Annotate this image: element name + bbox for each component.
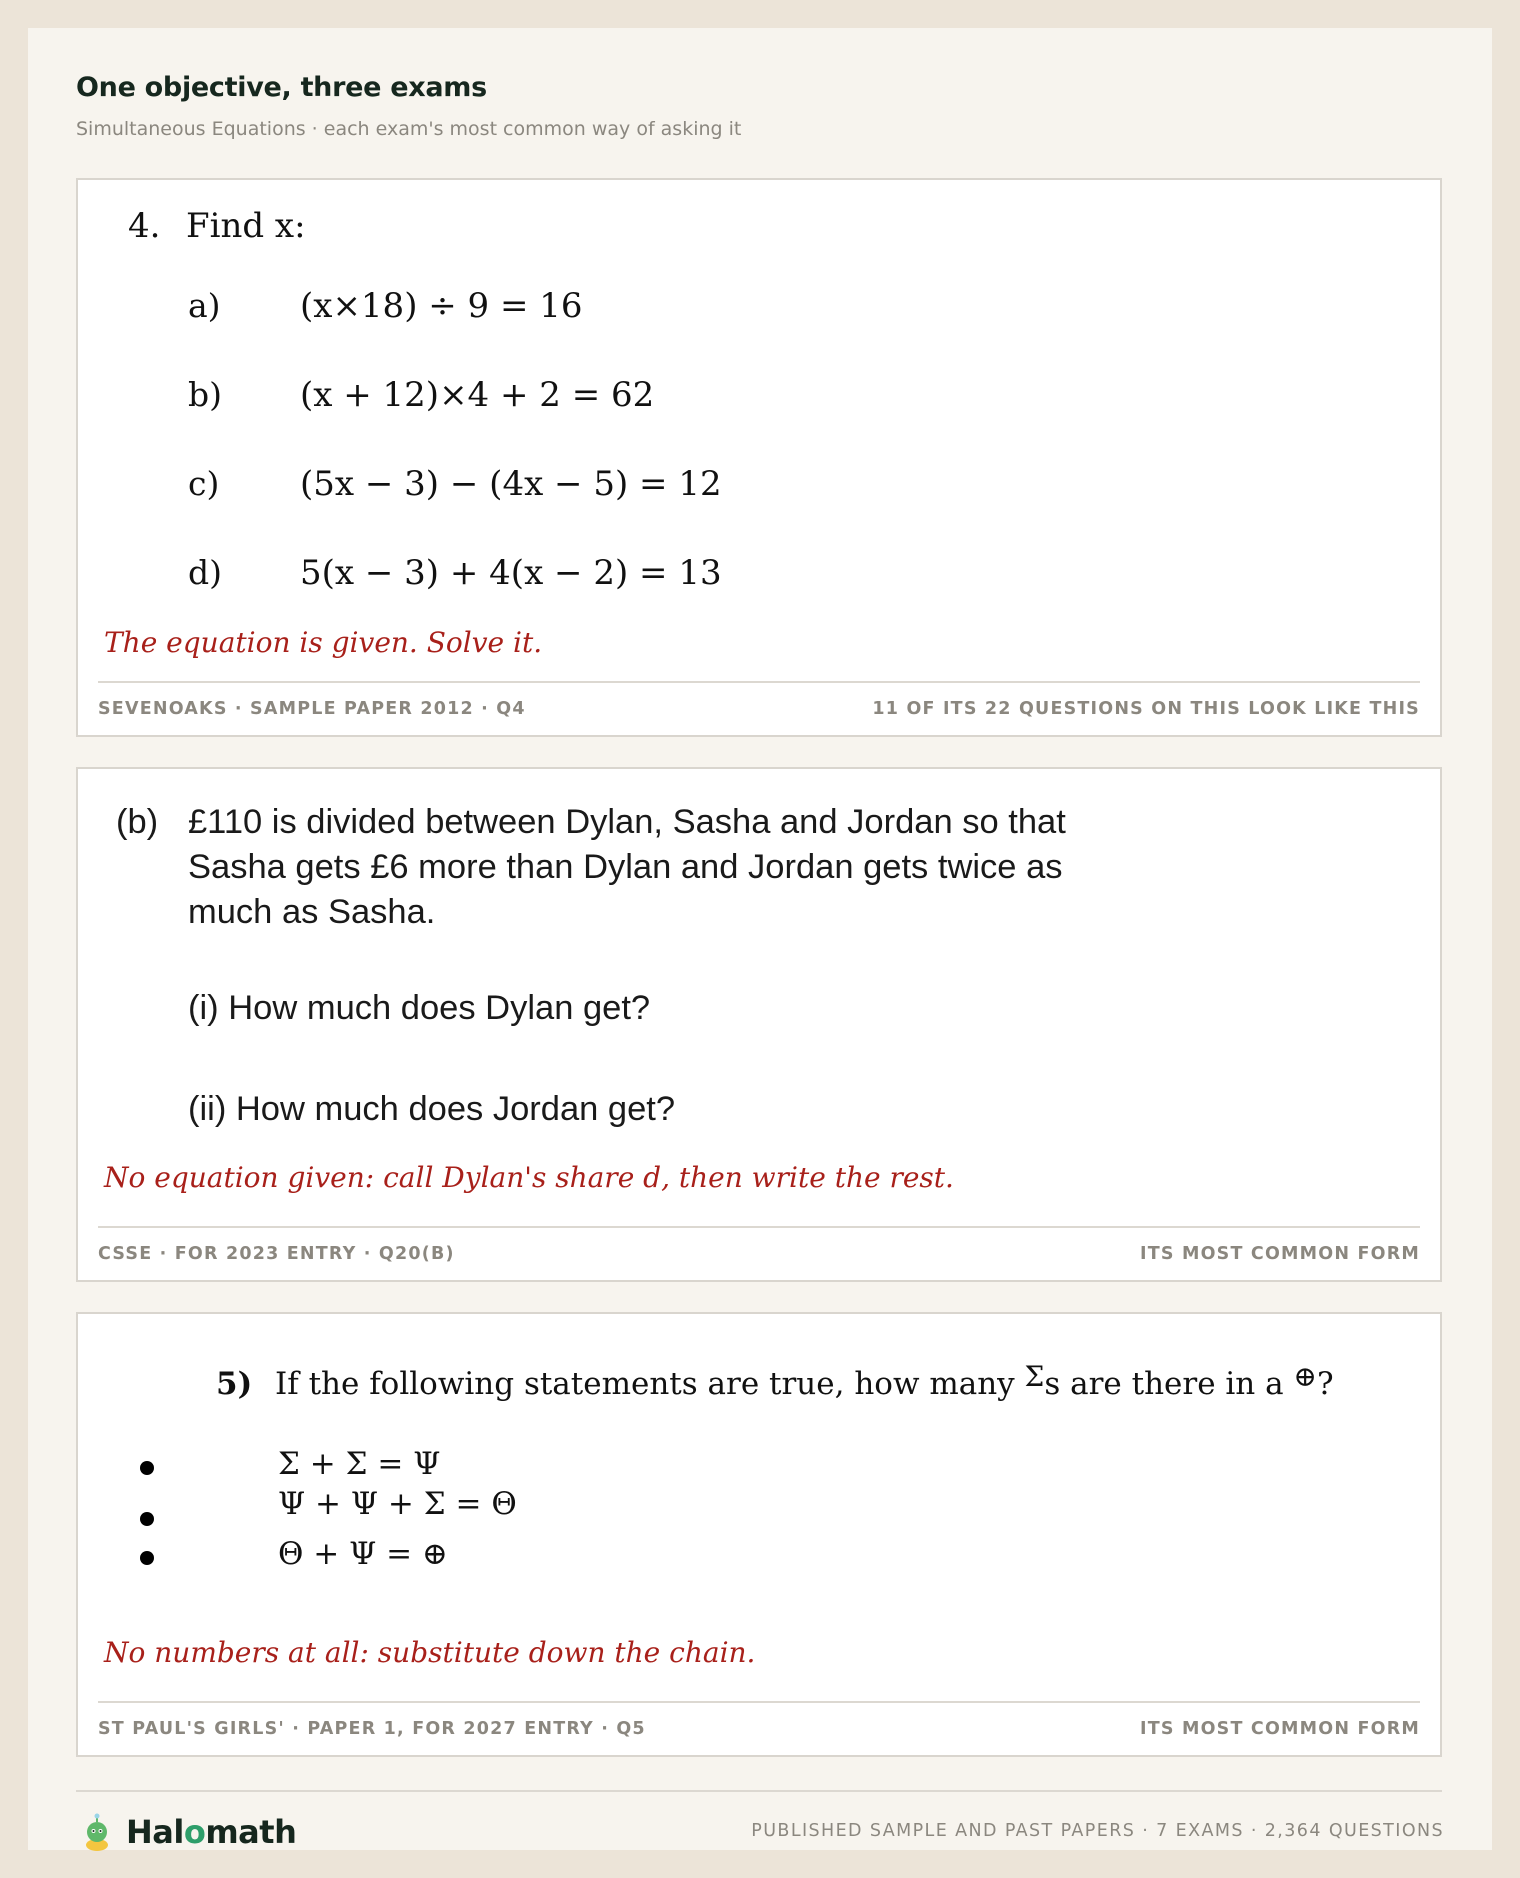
part-label-a: a)	[188, 286, 221, 325]
source-label: ST PAUL'S GIRLS' · PAPER 1, FOR 2027 ENTRY · Q5	[98, 1719, 646, 1739]
footer-divider	[76, 1790, 1442, 1792]
halomath-logo	[80, 1812, 296, 1852]
statement-1: Σ + Σ = Ψ	[278, 1446, 441, 1482]
footer-stats: PUBLISHED SAMPLE AND PAST PAPERS · 7 EXAMS · 2,364 QUESTIONS	[751, 1821, 1444, 1841]
bullet	[140, 1512, 154, 1526]
bullet	[140, 1551, 154, 1565]
annotation: The equation is given. Solve it.	[104, 626, 543, 659]
card-footer	[98, 1701, 1420, 1755]
question-line-2: Sasha gets £6 more than Dylan and Jordan gets twice as	[188, 848, 1063, 886]
question-line-1: £110 is divided between Dylan, Sasha and Jordan so that	[188, 803, 1066, 841]
brand-o-icon: o	[183, 1813, 206, 1851]
equation-d: 5(x − 3) + 4(x − 2) = 13	[300, 553, 722, 593]
equation-b: (x + 12)×4 + 2 = 62	[300, 375, 655, 415]
equation-c: (5x − 3) − (4x − 5) = 12	[300, 464, 722, 504]
part-label-b: (b)	[116, 803, 159, 841]
question-card-csse	[76, 767, 1442, 1282]
equation-a: (x×18) ÷ 9 = 16	[300, 286, 583, 326]
page-title: One objective, three exams	[76, 72, 487, 103]
question-card-sevenoaks	[76, 178, 1442, 737]
card-footer	[98, 1226, 1420, 1280]
source-label: CSSE · FOR 2023 ENTRY · Q20(B)	[98, 1244, 455, 1264]
brand-name: Halomath	[126, 1813, 297, 1851]
annotation: No numbers at all: substitute down the chain.	[104, 1636, 756, 1669]
frequency-note: 11 OF ITS 22 QUESTIONS ON THIS LOOK LIKE THIS	[872, 699, 1420, 719]
bullet	[140, 1461, 154, 1475]
frequency-note: ITS MOST COMMON FORM	[1140, 1719, 1420, 1739]
question-number: 5)	[216, 1366, 253, 1402]
question-line-3: much as Sasha.	[188, 893, 436, 931]
page	[28, 28, 1492, 1850]
annotation: No equation given: call Dylan's share d, then write the rest.	[104, 1161, 954, 1194]
page-subtitle: Simultaneous Equations · each exam's most common way of asking it	[76, 118, 742, 140]
card-footer	[98, 681, 1420, 735]
statement-3: Θ + Ψ = ⊕	[278, 1536, 448, 1572]
question-number: 4.	[128, 206, 161, 246]
sigma-symbol: Σ	[1024, 1360, 1045, 1393]
mascot-icon	[80, 1812, 114, 1852]
part-label-c: c)	[188, 464, 220, 503]
question-prompt: If the following statements are true, how many Σs are there in a ⊕?	[275, 1360, 1334, 1402]
statement-2: Ψ + Ψ + Σ = Θ	[278, 1486, 517, 1522]
subquestion-ii: (ii) How much does Jordan get?	[188, 1090, 676, 1128]
frequency-note: ITS MOST COMMON FORM	[1140, 1244, 1420, 1264]
subquestion-i: (i) How much does Dylan get?	[188, 989, 651, 1027]
question-prompt: Find x:	[186, 206, 306, 246]
question-card-st-pauls	[76, 1312, 1442, 1757]
part-label-b: b)	[188, 375, 222, 414]
oplus-symbol: ⊕	[1293, 1360, 1317, 1393]
part-label-d: d)	[188, 553, 222, 592]
source-label: SEVENOAKS · SAMPLE PAPER 2012 · Q4	[98, 699, 526, 719]
